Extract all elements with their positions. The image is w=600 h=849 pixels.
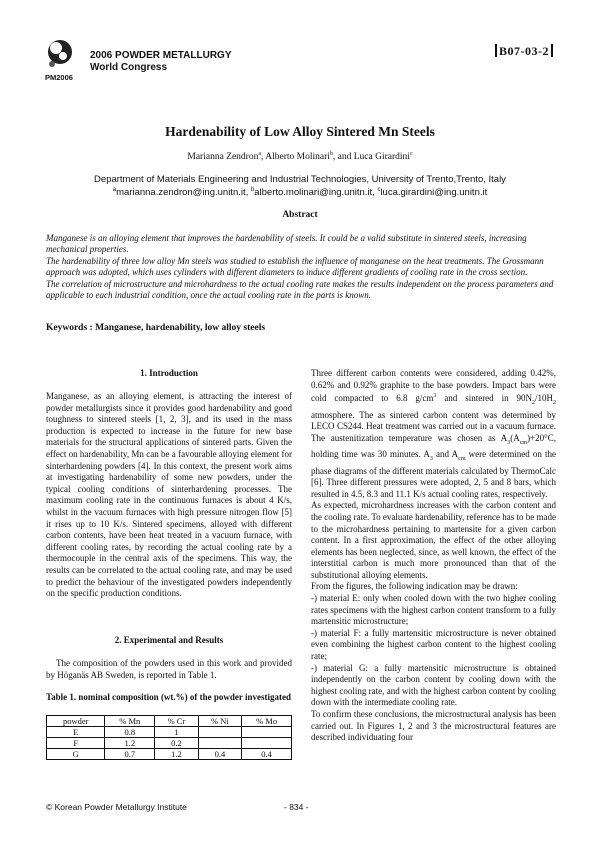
abstract-heading: Abstract	[282, 210, 318, 220]
affiliation-dept: Department of Materials Engineering and Industrial Technologies, University of Trento,Trento, Italy	[94, 174, 506, 185]
affiliation-emails: $^a$marianna.zendron@ing.unitn.it, $^b$alberto.molinari@ing.unitn.it, $^c$luca.girardini@ing.unitn.it	[112, 187, 488, 199]
paragraph-material-f: -) material F: a fully martensitic microstructure is never obtained even combining the highest carbon content to the highest cooling rate;	[311, 627, 556, 662]
abstract-paragraph: The correlation of microstructure and microhardness to the actual cooling rate makes the results independent on the process parameters and applicable to each industrial condition, once the actual cooling rate in the parts is known.	[46, 278, 554, 301]
introduction-text: Manganese, as an alloying element, is attracting the interest of powder metallurgists since it provides good hardenability and good toughness to sintered steels [1, 2, 3], and its used in the mass production is expected to increase in the future for new base materials for the structural applications of sintered parts. Given the effect on hardenability, Mn can be a favourable alloying element for sinterhardening powders [4]. In this context, the present work aims at investigating hardenability of some new powders, under the typical cooling conditions of sinterhardening processes. The maximum cooling rate in the continuous furnaces is about 4 K/s, whilst in the vacuum furnaces with high pressure nitrogen flow [5] it rises up to 10 K/s. Sintered specimens, alloyed with different carbon contents, have been heat treated in a vacuum furnace, with different cooling rates, by recording the actual cooling rate by a thermocouple in the central axis of the specimens. This way, the results can be correlated to the actual cooling rate, and may be used to predict the behaviour of the investigated powders independently on the specific production conditions.	[46, 391, 292, 599]
keywords: Keywords : Manganese, hardenability, low alloy steels	[46, 323, 266, 333]
table-header-cell: % Cr	[155, 716, 198, 727]
pm2006-logo-icon	[44, 38, 74, 74]
paragraph-indication: From the figures, the following indication may be drawn:	[311, 581, 518, 592]
table-caption: Table 1. nominal composition (wt.%) of the powder investigated	[46, 692, 292, 702]
table-cell: G	[47, 749, 105, 760]
table-cell: 0.7	[105, 749, 155, 760]
table-header-cell: % Mo	[242, 716, 292, 727]
authors: Marianna Zendron$^a$, Alberto Molinari$^b$, and Luca Girardini$^c$	[187, 151, 413, 163]
table-cell: F	[47, 738, 105, 749]
paragraph-material-g: -) material G: a fully martensitic microstructure is obtained independently on the carbon content by cooling down with the highest cooling rate, and with the highest carbon content by cooling down with the intermediate cooling rate.	[311, 662, 556, 708]
logo-text: PM2006	[45, 73, 73, 82]
footer-copyright: © Korean Powder Metallurgy Institute	[46, 802, 187, 812]
table-cell: 1.2	[105, 738, 155, 749]
table-cell: 1.2	[155, 749, 198, 760]
table-row	[47, 749, 292, 760]
abstract-paragraph: The hardenability of three low alloy Mn steels was studied to establish the influence of manganese on the heat treatments. The Grossmann approach was adopted, which uses cylinders with different diameters to induce different gradients of cooling rate in the cross section.	[46, 255, 544, 278]
table-cell	[198, 738, 241, 749]
abstract-paragraph: Manganese is an alloying element that improves the hardenability of steels. It could be a valid substitute in sintered steels, increasing mechanical properties.	[46, 233, 527, 255]
table-cell: 0.4	[198, 749, 241, 760]
table-row	[47, 727, 292, 738]
table-cell	[242, 727, 292, 738]
paragraph-confirm: To confirm these conclusions, the microstructural analysis has been carried out. In Figures 1, 2 and 3 the microstructural features are described individuating four	[311, 709, 556, 743]
table-cell	[242, 738, 292, 749]
table-cell: 0.4	[242, 749, 292, 760]
table-cell: 0.2	[155, 738, 198, 749]
table-header-cell: % Mn	[105, 716, 155, 727]
table-cell: 0.8	[105, 727, 155, 738]
table-cell: 1	[155, 727, 198, 738]
paragraph-carbon: Three different carbon contents were considered, adding 0.42%, 0.62% and 0.92% graphite to the base powders. Impact bars were cold compacted to 6.8 $g/cm^3$ and sintered in $90N_2/10H_2$ atmosphere. The as sintered carbon content was determined by LECO CS244. Heat treatment was carried out in a vacuum furnace. The austenitization temperature was chosen as $A_3(A_{cm})+20^\circ C$, holding time was 30 minutes. $A_3$ and $A_{cm}$ were determined on the phase diagrams of the different materials calculated by ThermoCalc [6]. Three different pressures were adopted, 2, 5 and 8 bars, which resulted in 4.5, 8.3 and 11.1 K/s actual cooling rates, respectively.	[311, 368, 557, 499]
affiliation	[0, 174, 600, 198]
section-heading-introduction: 1. Introduction	[140, 368, 198, 378]
composition-table	[46, 715, 292, 760]
table-row	[47, 738, 292, 749]
section-heading-experimental: 2. Experimental and Results	[114, 635, 224, 645]
table-header-row	[47, 716, 292, 727]
paper-code-text: B07-03-2	[499, 44, 549, 58]
conference-line1: 2006 POWDER METALLURGY	[90, 50, 232, 61]
abstract-body	[46, 233, 556, 301]
experimental-text: The composition of the powders used in this work and provided by Höganäs AB Sweden, is reported in Table 1.	[46, 658, 292, 680]
conference-line2: World Congress	[90, 62, 168, 73]
paper-code	[493, 44, 555, 59]
page-number: - 834 -	[284, 802, 309, 812]
conference-name	[90, 50, 232, 74]
table-cell: E	[47, 727, 105, 738]
table-cell	[198, 727, 241, 738]
table-header-cell: % Ni	[198, 716, 241, 727]
paper-title: Hardenability of Low Alloy Sintered Mn Steels	[165, 124, 435, 139]
paragraph-microhardness: As expected, microhardness increases with the carbon content and the cooling rate. To evaluate hardenability, reference has to be made to the microhardness pertaining to martensite for a given carbon content. In a first approximation, the effect of the other alloying elements has been neglected, since, as well known, the effect of the interstitial carbon is much more pronounced than that of the substitutional alloying elements.	[311, 500, 557, 580]
right-column-text	[311, 368, 556, 744]
table-header-cell: powder	[47, 716, 105, 727]
paragraph-material-e: -) material E: only when cooled down with the two higher cooling rates specimens with the highest carbon content transform to a fully martensitic microstructure;	[311, 593, 556, 627]
